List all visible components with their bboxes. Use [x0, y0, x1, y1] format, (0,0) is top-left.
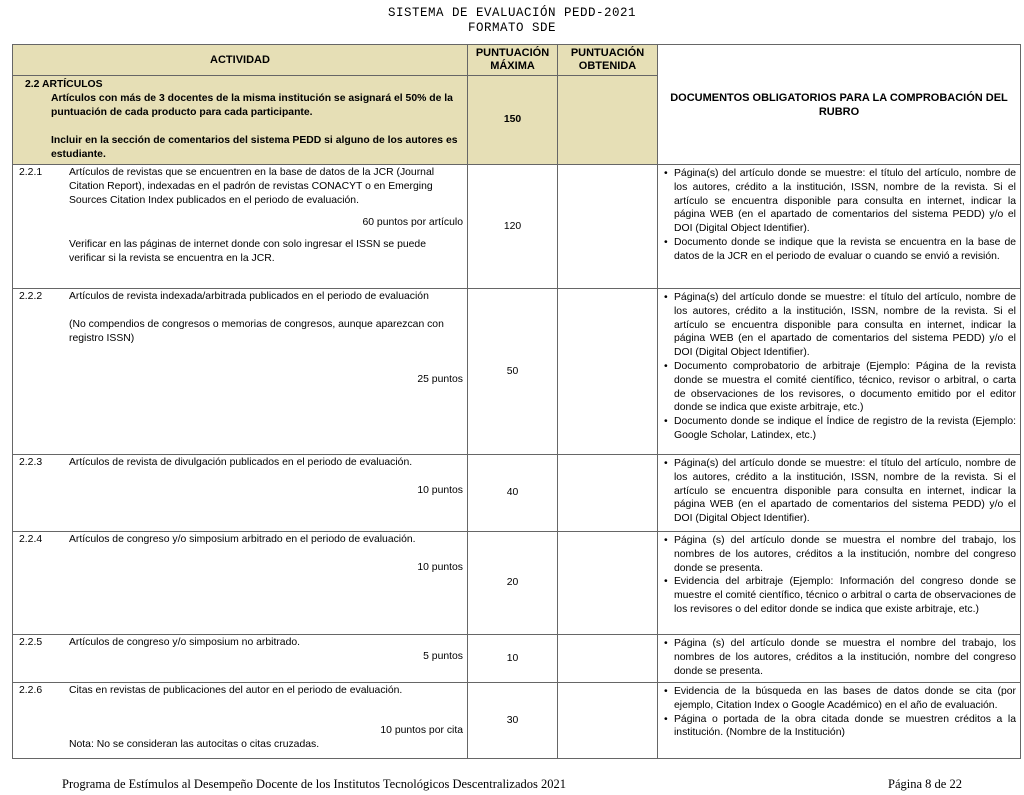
row-number: 2.2.4 [19, 534, 43, 545]
footer-program: Programa de Estímulos al Desempeño Docente de los Institutos Tecnológicos Descentralizados 2021 [62, 777, 566, 791]
row-docs [658, 532, 1021, 635]
row-text: Artículos de revista indexada/arbitrada publicados en el periodo de evaluación [69, 291, 429, 302]
table-row [13, 455, 1021, 532]
section-obtained [558, 76, 658, 165]
row-docs [658, 683, 1021, 759]
row-docs [658, 289, 1021, 455]
doc-item: • Página(s) del artículo donde se muestre: el título del artículo, nombre de los autores, crédito a la institución, ISSN, nombre de la revista. Si el artículo se encuentra disponible para consulta en internet, indicar la página WEB (en el apartado de comentarios del sistema PEDD) y/o el DOI (Digital Object Identifier). [674, 457, 1016, 526]
row-docs [658, 455, 1021, 532]
evaluation-table [12, 44, 1021, 759]
row-note: Nota: No se consideran las autocitas o citas cruzadas. [69, 738, 320, 750]
doc-item: • Documento comprobatorio de arbitraje (Ejemplo: Página de la revista donde se muestra el comité científico, técnico, revisor o arbitral, o carta de observaciones de los revisores, o documento emitido por el editor donde se indica que existe arbitraje, etc.) [674, 360, 1016, 415]
table-row [13, 683, 1021, 759]
row-points: 10 puntos por cita [380, 724, 463, 736]
doc-item: • Evidencia de la búsqueda en las bases de datos donde se cita (por ejemplo, Citation Index o Google Académico) en el año de evaluación. [674, 685, 1016, 713]
row-points: 25 puntos [417, 374, 463, 386]
header-documentos: DOCUMENTOS OBLIGATORIOS PARA LA COMPROBACIÓN DEL RUBRO [658, 45, 1021, 165]
row-obtained [558, 683, 658, 759]
section-rule-1: Artículos con más de 3 docentes de la misma institución se asignará el 50% de la puntuación de cada producto para cada participante. [51, 93, 453, 118]
row-max: 50 [468, 289, 558, 455]
section-rule-2: Incluir en la sección de comentarios del sistema PEDD si alguno de los autores es estudiante. [51, 135, 458, 160]
doc-item: • Documento donde se indique que la revista se encuentra en la base de datos de la JCR en el periodo de evaluar o cuando se envió a revisión. [674, 236, 1016, 264]
row-text: Artículos de congreso y/o simposium arbitrado en el periodo de evaluación. [69, 534, 416, 545]
doc-item: • Documento donde se indique el Índice de registro de la revista (Ejemplo: Google Scholar, Latindex, etc.) [674, 415, 1016, 443]
section-2-2 [13, 76, 468, 165]
row-obtained [558, 289, 658, 455]
row-max: 120 [468, 165, 558, 289]
row-docs [658, 635, 1021, 683]
row-docs [658, 165, 1021, 289]
row-points: 60 puntos por artículo [362, 217, 463, 229]
row-number: 2.2.1 [19, 167, 43, 178]
doc-item: • Página(s) del artículo donde se muestre: el título del artículo, nombre de los autores, crédito a la institución, ISSN, nombre de la revista. Si el artículo se encuentra disponible para consulta en internet, indicar la página WEB (en el apartado de comentarios del sistema PEDD) y/o el DOI (Digital Object Identifier). [674, 167, 1016, 236]
row-obtained [558, 532, 658, 635]
doc-item: • Página (s) del artículo donde se muestra el nombre del trabajo, los nombres de los autores, créditos a la institución, nombre del congreso donde se presenta. [674, 637, 1016, 678]
row-obtained [558, 635, 658, 683]
header-puntuacion-maxima: PUNTUACIÓN MÁXIMA [468, 45, 558, 76]
row-note: Verificar en las páginas de internet donde con solo ingresar el ISSN se puede verificar si la revista se encuentra en la JCR. [69, 239, 426, 264]
section-title: 2.2 ARTÍCULOS [25, 79, 103, 90]
table-row [13, 289, 1021, 455]
row-points: 10 puntos [417, 484, 463, 496]
header-puntuacion-obtenida: PUNTUACIÓN OBTENIDA [558, 45, 658, 76]
document-subtitle: FORMATO SDE [467, 21, 556, 35]
row-text: Artículos de congreso y/o simposium no arbitrado. [69, 637, 301, 648]
table-row [13, 532, 1021, 635]
row-note: (No compendios de congresos o memorias de congresos, aunque aparezcan con registro ISSN) [69, 318, 444, 344]
row-text: Artículos de revistas que se encuentren en la base de datos de la JCR (Journal Citation Report), indexadas en el padrón de revistas CONACYT o en Emerging Sources Citation Index publicados en el periodo de evaluación. [69, 167, 435, 206]
doc-item: • Página (s) del artículo donde se muestra el nombre del trabajo, los nombres de los autores, créditos a la institución, nombre del congreso donde se presenta. [674, 534, 1016, 575]
row-max: 20 [468, 532, 558, 635]
header-actividad: ACTIVIDAD [13, 45, 468, 76]
row-number: 2.2.2 [19, 291, 43, 302]
doc-item: • Evidencia del arbitraje (Ejemplo: Información del congreso donde se muestre el comité científico, técnico o arbitral o carta de observaciones de los revisores o del editor donde se indica que existe arbitraje, etc.) [674, 575, 1016, 616]
row-max: 30 [468, 683, 558, 759]
row-number: 2.2.5 [19, 637, 43, 648]
row-text: Artículos de revista de divulgación publicados en el periodo de evaluación. [69, 457, 413, 468]
section-max: 150 [468, 76, 558, 165]
row-max: 10 [468, 635, 558, 683]
row-obtained [558, 165, 658, 289]
doc-item: • Página(s) del artículo donde se muestre: el título del artículo, nombre de los autores, crédito a la institución, ISSN, nombre de la revista. Si el artículo se encuentra disponible para consulta en internet, indicar la página WEB (en el apartado de comentarios del sistema PEDD) y/o el DOI (Digital Object Identifier). [674, 291, 1016, 360]
document-title: SISTEMA DE EVALUACIÓN PEDD-2021 [387, 6, 637, 20]
table-row [13, 635, 1021, 683]
doc-item: • Página o portada de la obra citada donde se muestren créditos a la institución. (Nombre de la Institución) [674, 713, 1016, 741]
row-max: 40 [468, 455, 558, 532]
page-number: Página 8 de 22 [888, 777, 962, 791]
row-text: Citas en revistas de publicaciones del autor en el periodo de evaluación. [69, 685, 403, 696]
row-number: 2.2.3 [19, 457, 43, 468]
row-number: 2.2.6 [19, 685, 43, 696]
table-row [13, 165, 1021, 289]
row-obtained [558, 455, 658, 532]
row-points: 10 puntos [417, 561, 463, 573]
row-points: 5 puntos [423, 650, 463, 662]
